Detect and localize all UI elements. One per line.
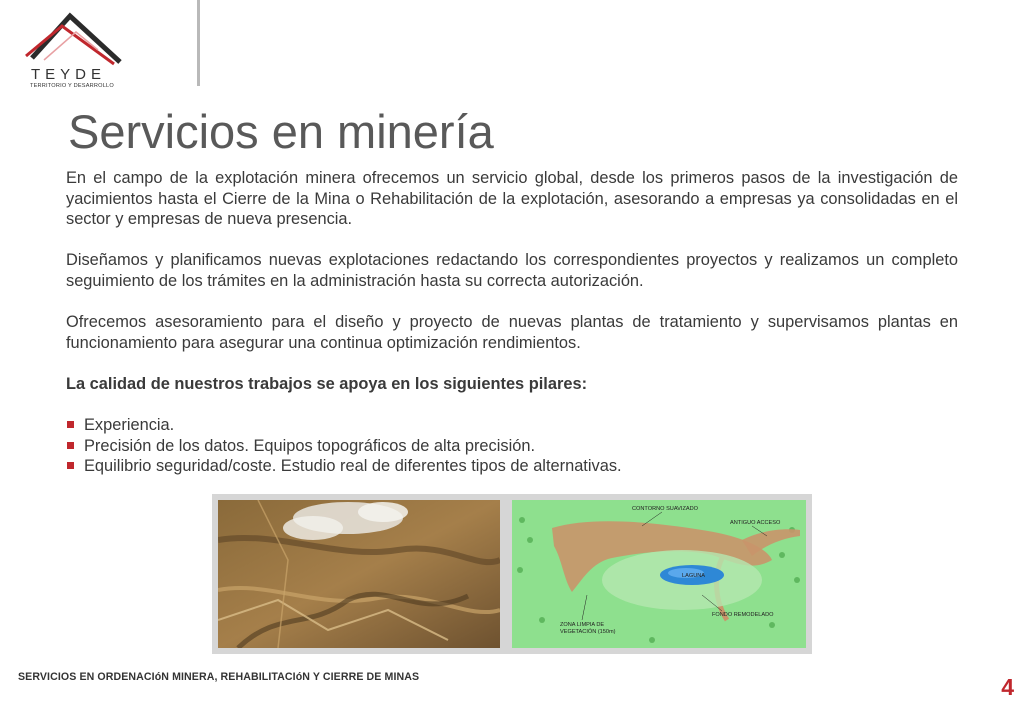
bullet-square-icon	[67, 462, 74, 469]
paragraph-design: Diseñamos y planificamos nuevas explotaciones redactando los correspondientes proyectos y realizamos un completo seguimiento de los trámites en la administración hasta su correcta autorización.	[66, 251, 958, 290]
label-clean-zone-1: ZONA LIMPIA DE	[560, 622, 605, 628]
paragraph-advice: Ofrecemos asesoramiento para el diseño y proyecto de nuevas plantas de tratamiento y supervisamos plantas en funcionamiento para asegurar una continua optimización rendimientos.	[66, 313, 958, 352]
paragraph-intro: En el campo de la explotación minera ofrecemos un servicio global, desde los primeros pasos de la investigación de yacimientos hasta el Cierre de la Mina o Rehabilitación de la explotación, asesorando a empresas ya consolidadas en el sector y empresas de nueva presencia.	[66, 169, 958, 229]
bullet-square-icon	[67, 442, 74, 449]
pillars-list	[66, 415, 958, 477]
mountain-roof-icon	[24, 10, 134, 70]
list-item	[66, 456, 958, 477]
pillar-balance: Equilibrio seguridad/coste. Estudio real de diferentes tipos de alternativas.	[84, 457, 622, 476]
pillar-precision: Precisión de los datos. Equipos topográficos de alta precisión.	[84, 436, 536, 455]
footer-caption: SERVICIOS EN ORDENACIóN MINERA, REHABILITACIóN Y CIERRE DE MINAS	[18, 671, 420, 683]
pillar-experience: Experiencia.	[84, 416, 175, 435]
label-contour: CONTORNO SUAVIZADO	[632, 506, 698, 512]
page-title: Servicios en minería	[68, 105, 494, 158]
page-number: 4	[1001, 674, 1014, 700]
label-old-access: ANTIGUO ACCESO	[730, 520, 781, 526]
bullet-square-icon	[67, 421, 74, 428]
aerial-mine-photo	[212, 494, 506, 654]
logo-tagline: TERRITORIO Y DESARROLLO	[30, 83, 114, 89]
header-divider	[197, 0, 200, 86]
teyde-logo	[24, 10, 134, 94]
pillars-heading: La calidad de nuestros trabajos se apoya en los siguientes pilares:	[66, 374, 588, 393]
list-item	[66, 436, 958, 457]
main-content	[66, 168, 958, 477]
label-clean-zone-2: VEGETACIÓN (150m)	[560, 629, 616, 635]
list-item	[66, 415, 958, 436]
logo-name: TEYDE	[31, 66, 107, 83]
label-remodeled-floor: FONDO REMODELADO	[712, 612, 774, 618]
label-lagoon: LAGUNA	[682, 573, 706, 579]
rehabilitation-diagram	[506, 494, 812, 654]
